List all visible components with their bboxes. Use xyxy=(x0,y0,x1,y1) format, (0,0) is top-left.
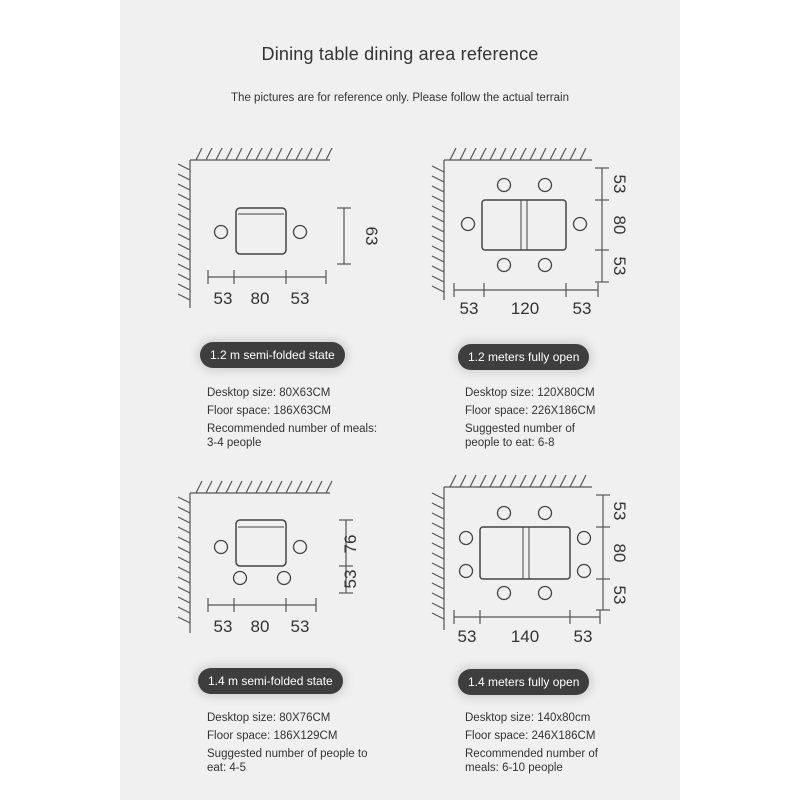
chair-icon xyxy=(215,541,228,554)
floor-plan-diagram xyxy=(420,465,640,645)
chair-icon xyxy=(539,179,552,192)
dim-label: 53 xyxy=(610,256,629,276)
dim-label: 53 xyxy=(610,585,629,605)
chair-icon xyxy=(278,572,291,585)
panel-4-specs xyxy=(465,711,615,779)
dim-label: 53 xyxy=(573,627,593,646)
floor-space: Floor space: 246X186CM xyxy=(465,730,596,742)
chair-icon xyxy=(498,179,511,192)
chair-icon xyxy=(498,259,511,272)
chair-icon xyxy=(539,587,552,600)
chair-icon xyxy=(215,226,228,239)
chair-icon xyxy=(460,532,473,545)
table-shape xyxy=(236,208,286,254)
dimension-bottom xyxy=(454,610,600,624)
chair-icon xyxy=(539,507,552,520)
dim-label: 120 xyxy=(510,299,540,318)
dimension-right xyxy=(596,495,610,610)
panel-3-specs xyxy=(207,711,377,779)
dim-label: 53 xyxy=(572,299,592,318)
chair-icon xyxy=(578,532,591,545)
people-count: Recommended number of meals: 3-4 people xyxy=(207,423,378,449)
dim-label: 53 xyxy=(213,289,233,308)
floor-space: Floor space: 186X129CM xyxy=(207,730,338,742)
dim-label: 76 xyxy=(341,534,360,554)
dimension-right xyxy=(337,208,351,264)
page-subtitle: The pictures are for reference only. Please follow the actual terrain xyxy=(231,92,569,104)
panel-2-specs xyxy=(465,386,595,454)
dim-label: 53 xyxy=(457,627,477,646)
chair-icon xyxy=(574,218,587,231)
desktop-size: Desktop size: 80X63CM xyxy=(207,387,331,399)
badge-1-4m-semi-folded: 1.4 m semi-folded state xyxy=(198,668,343,694)
dim-label: 53 xyxy=(610,174,629,194)
chair-icon xyxy=(578,565,591,578)
badge-1-4m-fully-open: 1.4 meters fully open xyxy=(458,669,589,695)
dim-label: 80 xyxy=(610,215,629,235)
chair-icon xyxy=(234,572,247,585)
page-title: Dining table dining area reference xyxy=(261,44,539,64)
dim-label: 80 xyxy=(250,617,270,636)
dim-label: 140 xyxy=(510,627,540,646)
floor-space: Floor space: 186X63CM xyxy=(207,405,332,417)
dim-label: 53 xyxy=(341,569,360,589)
chair-icon xyxy=(294,541,307,554)
panel-1-specs xyxy=(207,386,387,454)
dim-label: 63 xyxy=(362,226,381,246)
dimension-bottom xyxy=(208,270,326,284)
floor-plan-diagram xyxy=(168,465,388,645)
people-count: Suggested number of people to eat: 6-8 xyxy=(465,423,575,449)
chair-icon xyxy=(460,565,473,578)
chair-icon xyxy=(498,507,511,520)
floor-plan-diagram xyxy=(420,140,640,320)
badge-1-2m-fully-open: 1.2 meters fully open xyxy=(458,344,589,370)
desktop-size: Desktop size: 140x80cm xyxy=(465,712,591,724)
chair-icon xyxy=(462,218,475,231)
table-shape xyxy=(482,200,566,250)
chair-icon xyxy=(294,226,307,239)
dim-label: 53 xyxy=(290,617,310,636)
desktop-size: Desktop size: 80X76CM xyxy=(207,712,331,724)
chair-icon xyxy=(539,259,552,272)
dimension-bottom xyxy=(208,598,316,612)
table-shape xyxy=(480,527,570,579)
floor-space: Floor space: 226X186CM xyxy=(465,405,596,417)
dim-label: 53 xyxy=(610,501,629,521)
dim-label: 80 xyxy=(250,289,270,308)
people-count: Recommended number of meals: 6-10 people xyxy=(465,748,598,774)
dim-label: 53 xyxy=(290,289,310,308)
dimension-right xyxy=(595,168,609,282)
badge-1-2m-semi-folded: 1.2 m semi-folded state xyxy=(200,342,345,368)
desktop-size: Desktop size: 120X80CM xyxy=(465,387,595,399)
dimension-bottom xyxy=(454,283,598,297)
dim-label: 53 xyxy=(213,617,233,636)
chair-icon xyxy=(498,587,511,600)
dim-label: 53 xyxy=(459,299,479,318)
people-count: Suggested number of people to eat: 4-5 xyxy=(207,748,368,774)
floor-plan-diagram xyxy=(168,140,388,320)
dim-label: 80 xyxy=(610,543,629,563)
